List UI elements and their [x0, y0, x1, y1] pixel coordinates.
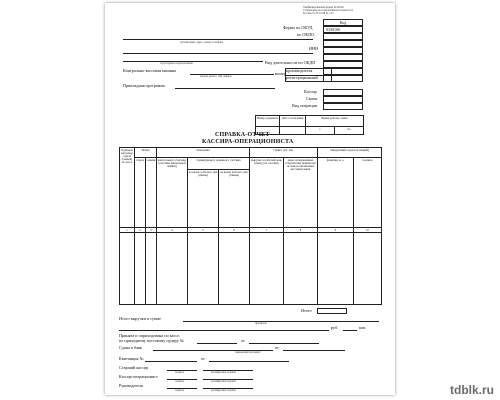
kop-line[interactable] — [343, 330, 357, 331]
rub-label: руб. — [331, 325, 339, 330]
total-words-line[interactable] — [183, 321, 379, 322]
cell[interactable] — [188, 233, 219, 305]
operation-field[interactable] — [323, 103, 363, 110]
total-words-line-2[interactable] — [119, 330, 329, 331]
cell[interactable] — [354, 233, 382, 305]
shift-label: Смена — [306, 96, 318, 101]
doc-time-from[interactable]: с — [306, 127, 335, 135]
manufacturer-field[interactable] — [323, 68, 363, 75]
register-label: Контрольно-кассовая машина — [123, 68, 177, 73]
header-seq: Порядковый номер отдела (секции) по кассе — [120, 148, 135, 228]
code-blank-2[interactable] — [323, 54, 363, 61]
col-num: 5 — [188, 228, 219, 233]
cell[interactable] — [318, 233, 354, 305]
form-sheet — [105, 3, 395, 395]
cell[interactable] — [135, 233, 146, 305]
handed-from-label: от — [275, 345, 279, 350]
org-line-2[interactable] — [123, 53, 313, 54]
header-readings: Показания — [157, 148, 250, 158]
main-table — [119, 147, 382, 305]
header-returns: денег, возвращенных покупателям (клиентам) по неиспользованным кассовым чекам — [284, 158, 318, 228]
col-num: 3 — [146, 228, 157, 233]
words-caption: прописью — [255, 322, 267, 325]
header-start: на начало рабочего дня (смены) — [188, 170, 219, 228]
receipt-label: Квитанция № — [119, 356, 144, 361]
receipt-from-label: от — [201, 356, 205, 361]
table-total-label: Итого — [301, 308, 312, 313]
header-number: Номер — [135, 148, 157, 158]
program-line[interactable] — [175, 88, 275, 89]
header-signature: подпись — [354, 158, 382, 228]
col-num: 6 — [219, 228, 250, 233]
senior-cashier-label: Старший кассир — [119, 365, 149, 370]
cell[interactable] — [250, 233, 284, 305]
doc-time-to[interactable]: по — [335, 127, 364, 135]
table-total-field[interactable] — [317, 308, 347, 314]
cashier-field[interactable] — [323, 89, 363, 96]
header-section: отдела — [135, 158, 146, 228]
okdp-field[interactable] — [323, 61, 363, 68]
total-words-label: Итого выручки в сумме — [119, 316, 162, 321]
header-summary: суммирующего денежного счетчика — [188, 158, 250, 170]
col-num: 9 — [318, 228, 354, 233]
code-blank[interactable] — [323, 40, 363, 47]
receipt-number-line[interactable] — [145, 361, 197, 362]
accepted-label: Принята и оприходована по кассе, — [119, 333, 181, 338]
shift-field[interactable] — [323, 96, 363, 103]
unit-caption: структурное подразделение — [160, 62, 193, 65]
inn-label: ИНН — [309, 46, 319, 51]
doc-date-field[interactable] — [280, 127, 306, 135]
accepted-label-2: по приходному кассовому ордеру № — [119, 338, 184, 343]
order-date-line[interactable] — [249, 343, 319, 344]
col-num: 4 — [157, 228, 188, 233]
doc-subtitle: КАССИРА-ОПЕРАЦИОНИСТА — [202, 139, 294, 145]
col-num: 10 — [354, 228, 382, 233]
operator-sign-caption: подпись — [175, 380, 185, 383]
doc-number-header: Номер документа — [256, 116, 280, 127]
operator-decode-caption: расшифровка подписи — [211, 380, 236, 383]
cell[interactable] — [284, 233, 318, 305]
program-label: Прикладная программа — [123, 83, 165, 88]
okpo-field[interactable] — [323, 33, 363, 40]
col-num: 2 — [135, 228, 146, 233]
okud-label: Форма по ОКУД — [283, 25, 313, 30]
cell[interactable] — [219, 233, 250, 305]
operator-label: Кассир-операционист — [119, 374, 158, 379]
header-cash: секции — [146, 158, 157, 228]
register-caption: модель (класс, тип, марка) — [200, 75, 232, 78]
registration-field[interactable] — [323, 75, 363, 82]
unit-line[interactable] — [123, 61, 263, 62]
okdp-label: Вид деятельности по ОКДП — [265, 60, 316, 65]
okud-value: 0330106 — [323, 26, 363, 33]
order-from-label: от — [241, 338, 245, 343]
header-control: контрольного счетчика (счетчика фискальной памяти) — [157, 158, 188, 228]
table-row[interactable] — [120, 233, 382, 305]
header-end: на конец рабочего дня (смены) — [219, 170, 250, 228]
handed-caption: банковский документ — [235, 351, 261, 354]
handed-label: Сдана в банк — [119, 345, 143, 350]
header-surname: фамилия, и. о. — [318, 158, 354, 228]
header-dept-head: Заведующий отделом (секцией) — [318, 148, 382, 158]
org-line[interactable] — [123, 39, 313, 40]
col-num: 7 — [250, 228, 284, 233]
cell[interactable] — [120, 233, 135, 305]
inn-field[interactable] — [323, 47, 363, 54]
doc-time-header: Время работы, ч.мин — [306, 116, 364, 127]
cell[interactable] — [157, 233, 188, 305]
approval-line-1: Унифицированная форма № КМ-6 — [303, 6, 344, 9]
head-decode-caption: расшифровка подписи — [211, 389, 236, 392]
kop-label: коп. — [359, 325, 367, 330]
doc-header-table — [255, 115, 364, 135]
head-label: Руководитель — [119, 383, 144, 388]
cell[interactable] — [146, 233, 157, 305]
senior-decode-caption: расшифровка подписи — [211, 371, 236, 374]
number-label: номер — [275, 71, 286, 76]
approval-line-3: России от 25.12.98 № 132 — [303, 12, 334, 15]
receipt-date-line[interactable] — [209, 361, 289, 362]
okpo-label: по ОКПО — [297, 32, 315, 37]
head-sign-caption: подпись — [175, 389, 185, 392]
order-number-line[interactable] — [197, 343, 237, 344]
approval-line-2: Утверждена постановлением Госкомстата — [303, 9, 353, 12]
col-num: 1 — [120, 228, 135, 233]
col-num: 8 — [284, 228, 318, 233]
header-revenue: выручка за рабочий день (смену) по счетчику — [250, 158, 284, 228]
cashier-label: Кассир — [304, 89, 317, 94]
code-header: Код — [323, 19, 363, 26]
operation-label: Вид операции — [292, 103, 318, 108]
registration-label: регистрационный — [286, 75, 318, 80]
org-caption: организация, адрес, номер телефона — [180, 41, 224, 44]
doc-date-header: Дата составления — [280, 116, 306, 127]
manufacturer-label: производителя — [286, 68, 313, 73]
handed-date-line[interactable] — [283, 350, 345, 351]
watermark: tdblk.ru — [450, 383, 494, 397]
senior-sign-caption: подпись — [175, 371, 185, 374]
doc-title: СПРАВКА-ОТЧЕТ — [215, 132, 270, 138]
header-sum: Сумма, руб. коп. — [250, 148, 318, 158]
